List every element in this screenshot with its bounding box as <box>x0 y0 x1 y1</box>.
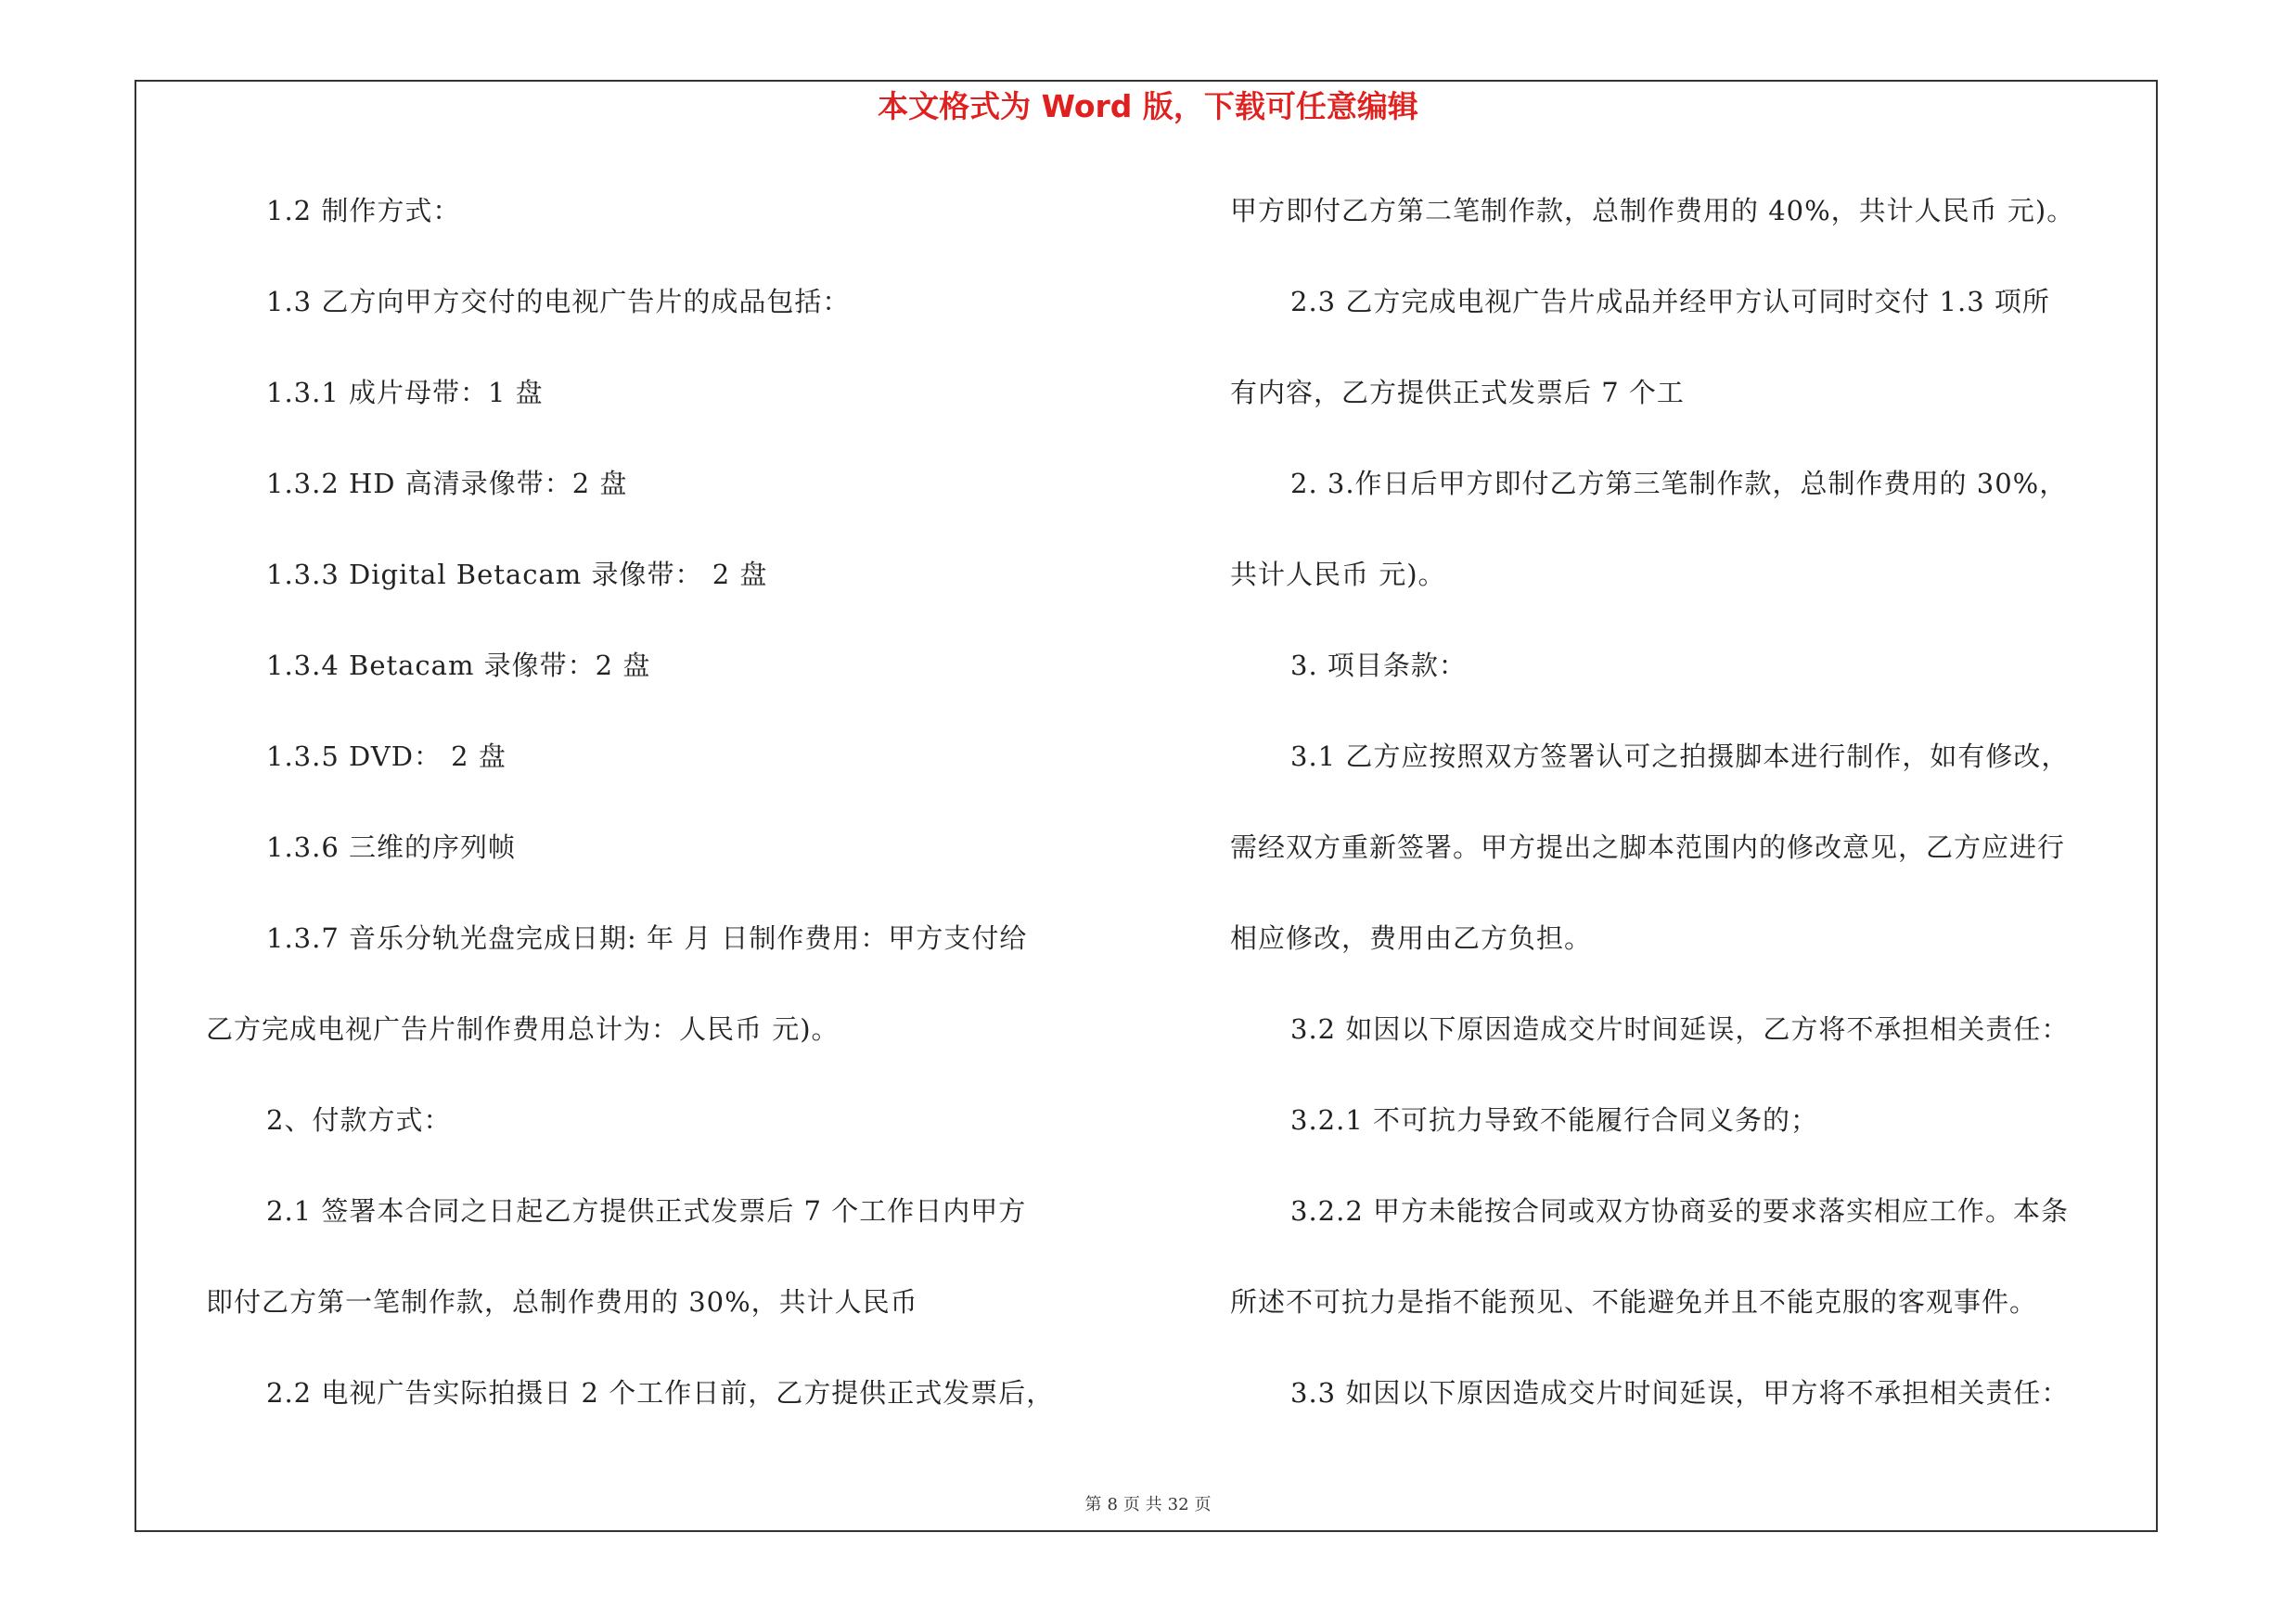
paragraph-line: 3.1 乙方应按照双方签署认可之拍摄脚本进行制作，如有修改， <box>1290 741 2070 772</box>
paragraph-line: 相应修改，费用由乙方负担。 <box>1230 922 1593 954</box>
paragraph-line: 2. 3.作日后甲方即付乙方第三笔制作款，总制作费用的 30%， <box>1290 468 2068 499</box>
paragraph-line: 有内容，乙方提供正式发票后 7 个工 <box>1230 377 1685 408</box>
paragraph-line: 乙方完成电视广告片制作费用总计为：人民币 元)。 <box>206 1013 840 1045</box>
paragraph-line: 即付乙方第一笔制作款，总制作费用的 30%，共计人民币 <box>206 1286 918 1318</box>
paragraph-line: 1.3.6 三维的序列帧 <box>266 831 517 863</box>
footer-total-pages: 32 <box>1167 1495 1189 1514</box>
paragraph-line: 2.2 电视广告实际拍摄日 2 个工作日前，乙方提供正式发票后， <box>266 1377 1055 1409</box>
left-column <box>206 190 1171 1443</box>
paragraph-line: 3.2.2 甲方未能按合同或双方协商妥的要求落实相应工作。本条 <box>1290 1195 2070 1227</box>
paragraph-line: 1.3.2 HD 高清录像带：2 盘 <box>266 468 628 499</box>
footer-prefix: 第 <box>1084 1495 1102 1514</box>
paragraph-line: 2.1 签署本合同之日起乙方提供正式发票后 7 个工作日内甲方 <box>266 1195 1027 1227</box>
footer-page-number: 8 <box>1107 1495 1118 1514</box>
paragraph-line: 3.2 如因以下原因造成交片时间延误，乙方将不承担相关责任： <box>1290 1013 2070 1045</box>
paragraph-line: 1.3 乙方向甲方交付的电视广告片的成品包括： <box>266 286 851 317</box>
page-banner: 本文格式为 Word 版，下载可任意编辑 <box>878 88 1418 124</box>
paragraph-line: 2.3 乙方完成电视广告片成品并经甲方认可同时交付 1.3 项所 <box>1290 286 2050 317</box>
paragraph-line: 1.2 制作方式： <box>266 195 461 226</box>
paragraph-line: 3.2.1 不可抗力导致不能履行合同义务的； <box>1290 1104 1819 1136</box>
paragraph-line: 2、付款方式： <box>266 1104 452 1136</box>
paragraph-line: 共计人民币 元)。 <box>1230 559 1446 590</box>
paragraph-line: 3. 项目条款： <box>1290 650 1467 681</box>
paragraph-line: 1.3.4 Betacam 录像带：2 盘 <box>266 650 651 681</box>
paragraph-line: 3.3 如因以下原因造成交片时间延误，甲方将不承担相关责任： <box>1290 1377 2070 1409</box>
paragraph-line: 1.3.1 成片母带：1 盘 <box>266 377 544 408</box>
right-column <box>1230 190 2167 1443</box>
footer-middle: 页 共 <box>1122 1495 1162 1514</box>
page-footer <box>0 1493 2296 1517</box>
paragraph-line: 1.3.7 音乐分轨光盘完成日期: 年 月 日制作费用：甲方支付给 <box>266 922 1028 954</box>
paragraph-line: 1.3.5 DVD： 2 盘 <box>266 741 507 772</box>
paragraph-line: 需经双方重新签署。甲方提出之脚本范围内的修改意见，乙方应进行 <box>1230 831 2066 863</box>
paragraph-line: 1.3.3 Digital Betacam 录像带： 2 盘 <box>266 559 768 590</box>
footer-suffix: 页 <box>1194 1495 1212 1514</box>
paragraph-line: 甲方即付乙方第二笔制作款，总制作费用的 40%，共计人民币 元)。 <box>1230 195 2075 226</box>
paragraph-line: 所述不可抗力是指不能预见、不能避免并且不能克服的客观事件。 <box>1230 1286 2038 1318</box>
